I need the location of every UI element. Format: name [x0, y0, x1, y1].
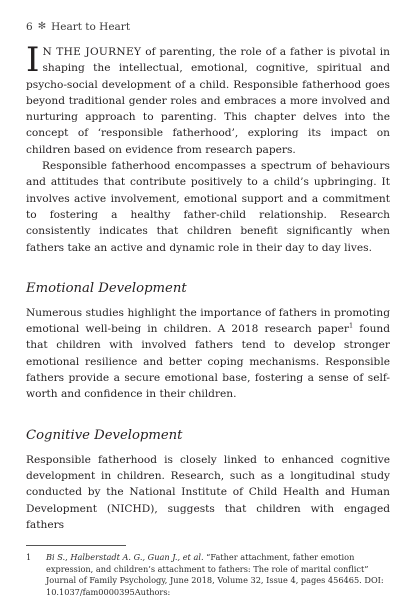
intro-paragraph-1-text: of parenting, the role of a father is pivotal in shaping the intellectual, emotional, cognitive, spiritual and psycho-social development of a child. Responsible fatherhood goes beyond traditional gender roles and embraces a more involved and nurturing approach to parenting. This chapter delves into the concept of ‘responsible fatherhood’, exploring its impact on children based on evidence from research papers.	[26, 46, 390, 156]
emotional-development-heading: Emotional Development	[26, 280, 187, 296]
footnote-reference[interactable]: 1	[349, 321, 354, 330]
cognitive-development-paragraph: Responsible fatherhood is closely linked to enhanced cognitive development in children. Research, such as a longitudinal study conducted by the National Institute of Child Health and Human Development (NICHD), suggests that children with engaged fathers	[26, 453, 390, 531]
cognitive-development-heading: Cognitive Development	[26, 427, 183, 443]
footnote-number: 1	[26, 552, 32, 563]
book-page	[26, 20, 391, 597]
emotional-text-after-ref: found that children with involved fathers tend to develop stronger emotional resilience and better coping mechanisms. Responsible fathers provide a secure emotional base, fostering a sense of self-worth and confidence in their children.	[26, 323, 391, 401]
page-number: 6	[26, 21, 33, 33]
book-title: Heart to Heart	[51, 21, 131, 33]
footnote-citation: “Father attachment, father emotion expression, and children’s attachment to fathers: The role of marital conflict” Journal of Family Psychology, June 2018, Volume 32, Issue 4, pages 456465. DOI: 10.1037/fam0000395Authors:	[46, 552, 384, 597]
emotional-text-before-ref: Numerous studies highlight the importance of fathers in promoting emotional well-being in children. A 2018 research paper	[26, 306, 390, 336]
footnote-text	[46, 552, 390, 598]
running-head	[26, 20, 390, 34]
intro-paragraph-1	[26, 40, 390, 158]
drop-cap: I	[26, 40, 40, 80]
footnote-divider	[26, 545, 126, 546]
footnote	[26, 552, 390, 598]
main-text	[26, 40, 391, 533]
emotional-development-paragraph	[26, 305, 390, 403]
intro-paragraph-2: Responsible fatherhood encompasses a spectrum of behaviours and attitudes that contribute positively to a child’s upbringing. It involves active involvement, emotional support and a commitment to fostering a healthy father-child relationship. Research consistently indicates that children benefit significantly when fathers take an active and dynamic role in their day to day lives.	[26, 160, 390, 254]
footnote-authors: Bi S., Halberstadt A. G., Guan J., et al.	[46, 552, 204, 563]
lead-in-words: N THE JOURNEY	[42, 46, 142, 58]
flower-ornament-icon: ✻	[37, 21, 47, 32]
